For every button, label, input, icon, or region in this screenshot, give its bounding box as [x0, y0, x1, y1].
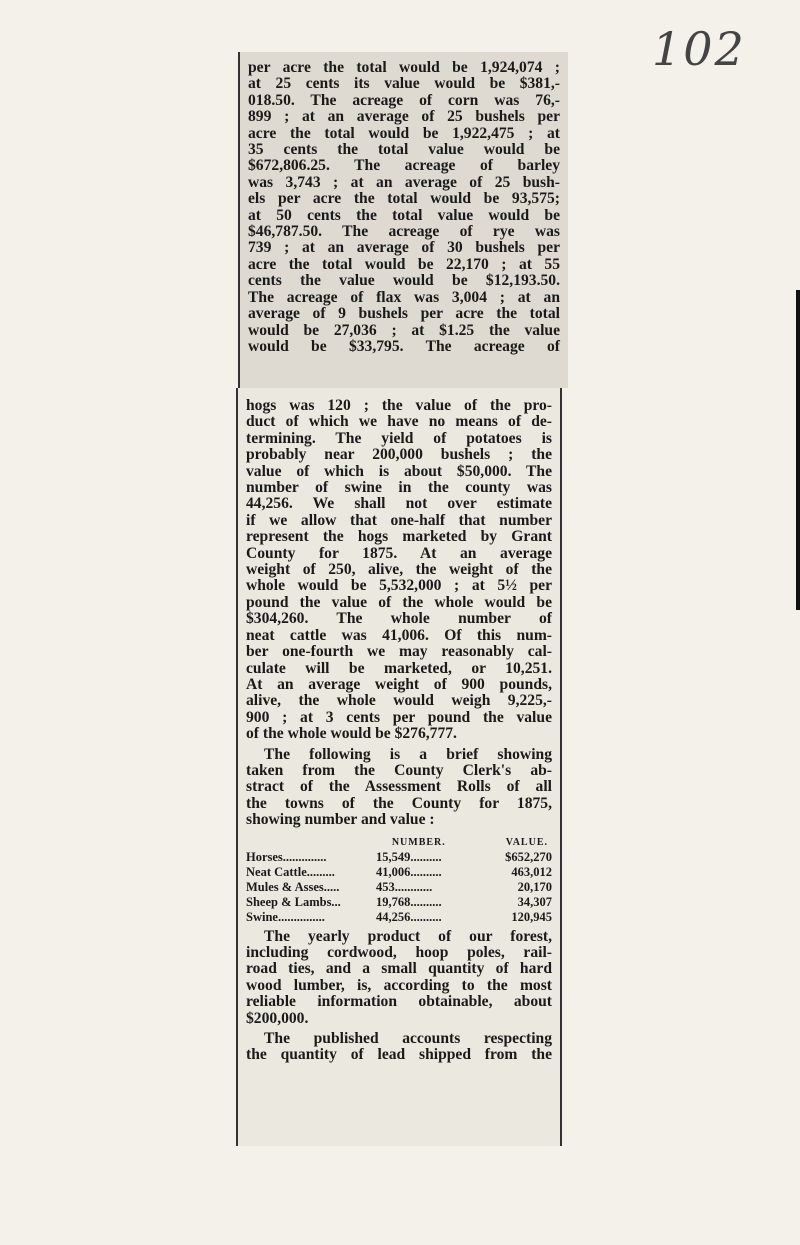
text-line: average of 9 bushels per acre the total	[248, 305, 560, 323]
text-line: culate will be marketed, or 10,251.	[246, 659, 552, 677]
text-line: wood lumber, is, according to the most	[246, 976, 552, 994]
clipping-top	[238, 52, 568, 388]
text-line: would be 27,036 ; at $1.25 the value	[248, 321, 560, 339]
text-line: ber one-fourth we may reasonably cal-	[246, 643, 552, 661]
forest-paragraph	[238, 925, 560, 1027]
text-line: The following is a brief showing	[264, 745, 552, 763]
table-header	[246, 835, 552, 850]
text-line: reliable information obtainable, about	[246, 993, 552, 1011]
text-line: weight of 250, alive, the weight of the	[246, 561, 552, 579]
text-line: would be $33,795. The acreage of	[248, 337, 560, 355]
text-line: $672,806.25. The acreage of barley	[248, 157, 560, 175]
text-line: of the whole would be $276,777.	[246, 725, 457, 743]
text-line: $46,787.50. The acreage of rye was	[248, 223, 560, 241]
page-number: 102	[652, 22, 746, 76]
text-line: 899 ; at an average of 25 bushels per	[248, 108, 560, 126]
text-line: value of which is about $50,000. The	[246, 462, 552, 480]
text-line: termining. The yield of potatoes is	[246, 429, 552, 447]
row-value: $652,270	[505, 849, 552, 864]
text-line: road ties, and a small quantity of hard	[246, 960, 552, 978]
row-value: 20,170	[517, 879, 552, 894]
row-number: 41,006..........	[376, 864, 442, 879]
text-line: 018.50. The acreage of corn was 76,-	[248, 91, 560, 109]
edge-shadow	[796, 290, 800, 610]
clipping-bottom	[236, 388, 562, 1146]
text-line: at 25 cents its value would be $381,-	[248, 75, 560, 93]
text-line: 44,256. We shall not over estimate	[246, 495, 552, 513]
text-line: The published accounts respecting	[264, 1030, 552, 1047]
text-line: taken from the County Clerk's ab-	[246, 761, 552, 779]
header-value: VALUE.	[505, 836, 548, 848]
text-line: $304,260. The whole number of	[246, 610, 552, 628]
text-line: The acreage of flax was 3,004 ; at an	[248, 288, 560, 306]
text-line: alive, the whole would weigh 9,225,-	[246, 692, 552, 710]
text-line: the quantity of lead shipped from the	[246, 1046, 552, 1064]
row-value: 120,945	[511, 909, 552, 924]
row-value: 34,307	[517, 894, 552, 909]
text-line: represent the hogs marketed by Grant	[246, 528, 552, 546]
text-line: 900 ; at 3 cents per pound the value	[246, 708, 552, 726]
table-row	[246, 850, 552, 865]
top-paragraph	[240, 52, 568, 355]
livestock-paragraph	[238, 388, 560, 743]
text-line: pound the value of the whole would be	[246, 593, 552, 611]
text-line: acre the total would be 22,170 ; at 55	[248, 255, 560, 273]
text-line: The yearly product of our forest,	[264, 927, 552, 945]
row-number: 19,768..........	[376, 894, 442, 909]
row-label: Sheep & Lambs...	[246, 894, 341, 909]
row-label: Swine...............	[246, 909, 325, 924]
text-line: was 3,743 ; at an average of 25 bush-	[248, 173, 560, 191]
lead-paragraph	[238, 1027, 560, 1064]
assessment-table	[246, 835, 552, 925]
text-line: At an average weight of 900 pounds,	[246, 675, 552, 693]
text-line: whole would be 5,532,000 ; at 5½ per	[246, 577, 552, 595]
text-line: County for 1875. At an average	[246, 544, 552, 562]
text-line: cents the value would be $12,193.50.	[248, 272, 560, 290]
table-row	[246, 910, 552, 925]
header-number: NUMBER.	[391, 836, 446, 848]
text-line: if we allow that one-half that number	[246, 511, 552, 529]
text-line: duct of which we have no means of de-	[246, 413, 552, 431]
text-line: probably near 200,000 bushels ; the	[246, 446, 552, 464]
table-row	[246, 865, 552, 880]
text-line: including cordwood, hoop poles, rail-	[246, 943, 552, 961]
text-line: the towns of the County for 1875,	[246, 794, 552, 812]
text-line: els per acre the total would be 93,575;	[248, 190, 560, 208]
row-label: Neat Cattle.........	[246, 864, 335, 879]
text-line: $200,000.	[246, 1009, 309, 1027]
text-line: acre the total would be 1,922,475 ; at	[248, 124, 560, 142]
text-line: stract of the Assessment Rolls of all	[246, 778, 552, 796]
text-line: 35 cents the total value would be	[248, 141, 560, 159]
text-line: showing number and value :	[246, 811, 435, 829]
text-line: 739 ; at an average of 30 bushels per	[248, 239, 560, 257]
assessment-paragraph	[238, 743, 560, 829]
row-number: 453............	[376, 879, 433, 894]
text-line: number of swine in the county was	[246, 479, 552, 497]
row-value: 463,012	[511, 864, 552, 879]
table-row	[246, 895, 552, 910]
row-label: Mules & Asses.....	[246, 879, 340, 894]
text-line: hogs was 120 ; the value of the pro-	[246, 397, 552, 414]
text-line: at 50 cents the total value would be	[248, 206, 560, 224]
text-line: per acre the total would be 1,924,074 ;	[248, 59, 560, 76]
table-row	[246, 880, 552, 895]
row-number: 44,256..........	[376, 909, 442, 924]
row-label: Horses..............	[246, 849, 327, 864]
text-line: neat cattle was 41,006. Of this num-	[246, 626, 552, 644]
row-number: 15,549..........	[376, 849, 442, 864]
